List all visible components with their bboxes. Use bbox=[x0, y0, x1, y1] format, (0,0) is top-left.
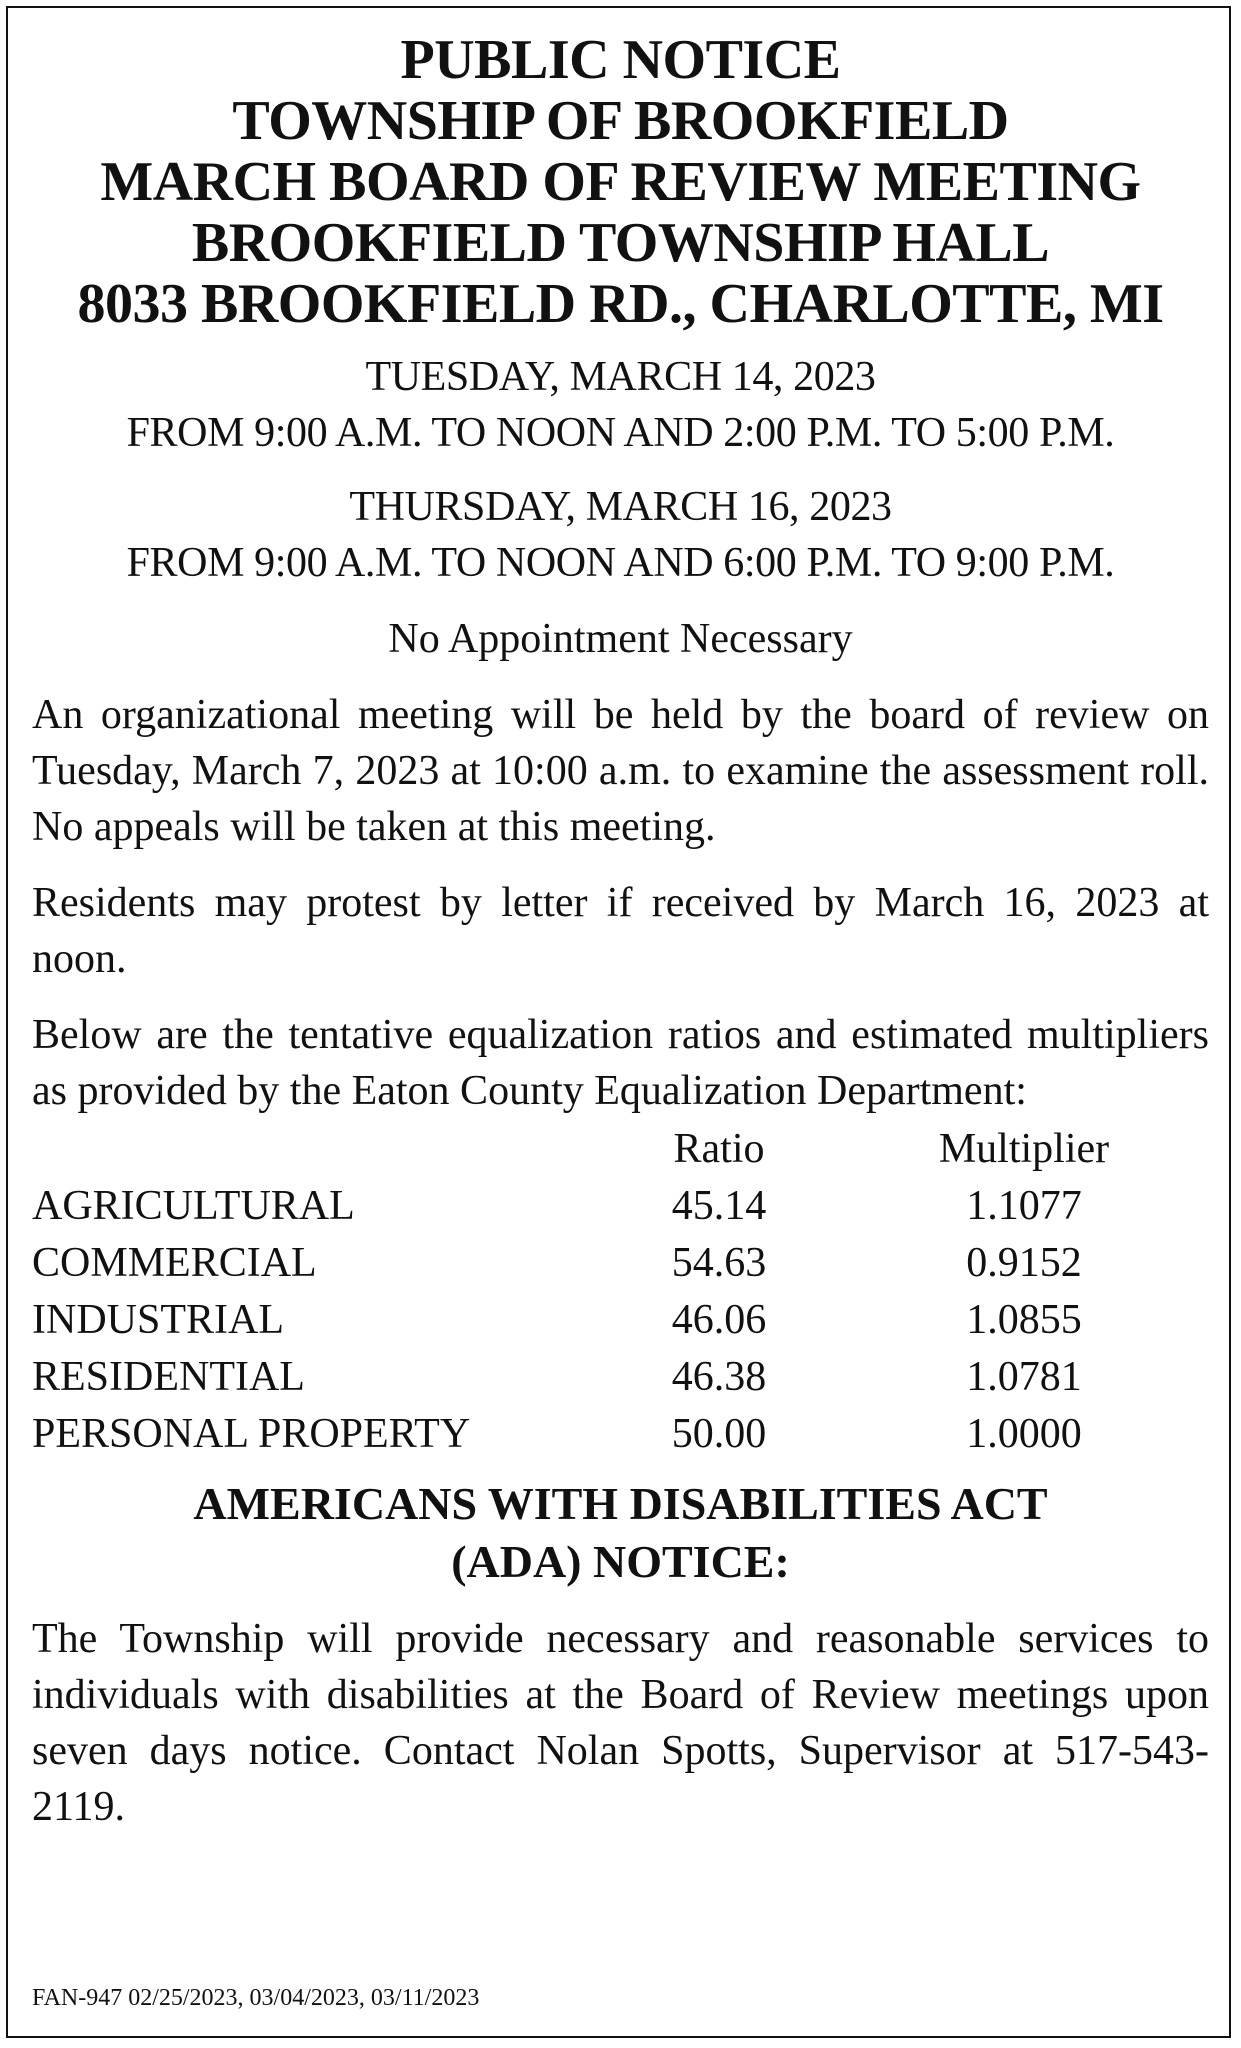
multiplier-value: 1.1077 bbox=[966, 1183, 1082, 1229]
session-thursday bbox=[32, 479, 1209, 591]
organizational-meeting-paragraph: An organizational meeting will be held by the board of review on Tuesday, March 7, 2023 at 10:00 a.m. to examine the assessment roll. No appeals will be taken at this meeting. bbox=[32, 692, 1209, 850]
multiplier-header: Multiplier bbox=[938, 1126, 1110, 1172]
multiplier-value: 1.0000 bbox=[966, 1411, 1082, 1457]
equalization-table bbox=[32, 1121, 1209, 1463]
publication-footer: FAN-947 02/25/2023, 03/04/2023, 03/11/2023 bbox=[32, 1985, 480, 2011]
session-hours: FROM 9:00 A.M. TO NOON AND 6:00 P.M. TO 9:00 P.M. bbox=[126, 540, 1115, 586]
headline-line-4: BROOKFIELD TOWNSHIP HALL bbox=[191, 212, 1050, 274]
table-row bbox=[32, 1235, 1209, 1292]
table-row bbox=[32, 1292, 1209, 1349]
session-date: TUESDAY, MARCH 14, 2023 bbox=[365, 354, 876, 400]
property-class: INDUSTRIAL bbox=[32, 1297, 284, 1343]
table-row bbox=[32, 1178, 1209, 1235]
public-notice bbox=[32, 30, 1209, 1835]
ada-title-line-1: AMERICANS WITH DISABILITIES ACT bbox=[193, 1478, 1048, 1529]
table-row bbox=[32, 1349, 1209, 1406]
ada-notice-heading bbox=[32, 1475, 1209, 1591]
ratios-intro-paragraph: Below are the tentative equalization ratios and estimated multipliers as provided by the Eaton County Equalization Department: bbox=[32, 1012, 1209, 1114]
headline-line-5: 8033 BROOKFIELD RD., CHARLOTTE, MI bbox=[77, 273, 1164, 335]
multiplier-value: 0.9152 bbox=[966, 1240, 1082, 1286]
ratio-value: 46.38 bbox=[671, 1354, 767, 1400]
ratio-value: 46.06 bbox=[671, 1297, 767, 1343]
appointment-note: No Appointment Necessary bbox=[388, 616, 853, 662]
multiplier-value: 1.0781 bbox=[966, 1354, 1082, 1400]
table-row bbox=[32, 1406, 1209, 1463]
session-hours: FROM 9:00 A.M. TO NOON AND 2:00 P.M. TO 5:00 P.M. bbox=[126, 410, 1115, 456]
headline-line-3: MARCH BOARD OF REVIEW MEETING bbox=[100, 151, 1141, 213]
session-date: THURSDAY, MARCH 16, 2023 bbox=[349, 484, 892, 530]
ada-title-line-2: (ADA) NOTICE: bbox=[451, 1536, 790, 1587]
table-header-row bbox=[32, 1121, 1209, 1178]
headline-line-1: PUBLIC NOTICE bbox=[400, 29, 841, 91]
headline-line-2: TOWNSHIP OF BROOKFIELD bbox=[232, 90, 1009, 152]
ratio-value: 45.14 bbox=[671, 1183, 767, 1229]
ada-notice-paragraph: The Township will provide necessary and reasonable services to individuals with disabilities at the Board of Review meetings upon seven days notice. Contact Nolan Spotts, Supervisor at 517-543-2119. bbox=[32, 1616, 1209, 1830]
ratio-header: Ratio bbox=[673, 1126, 765, 1172]
ratio-value: 50.00 bbox=[671, 1411, 767, 1457]
protest-paragraph: Residents may protest by letter if received by March 16, 2023 at noon. bbox=[32, 880, 1209, 982]
multiplier-value: 1.0855 bbox=[966, 1297, 1082, 1343]
session-tuesday bbox=[32, 349, 1209, 461]
property-class: COMMERCIAL bbox=[32, 1240, 317, 1286]
property-class: PERSONAL PROPERTY bbox=[32, 1411, 471, 1457]
property-class: RESIDENTIAL bbox=[32, 1354, 305, 1400]
ratio-value: 54.63 bbox=[671, 1240, 767, 1286]
property-class: AGRICULTURAL bbox=[32, 1183, 355, 1229]
notice-headline bbox=[32, 30, 1209, 335]
